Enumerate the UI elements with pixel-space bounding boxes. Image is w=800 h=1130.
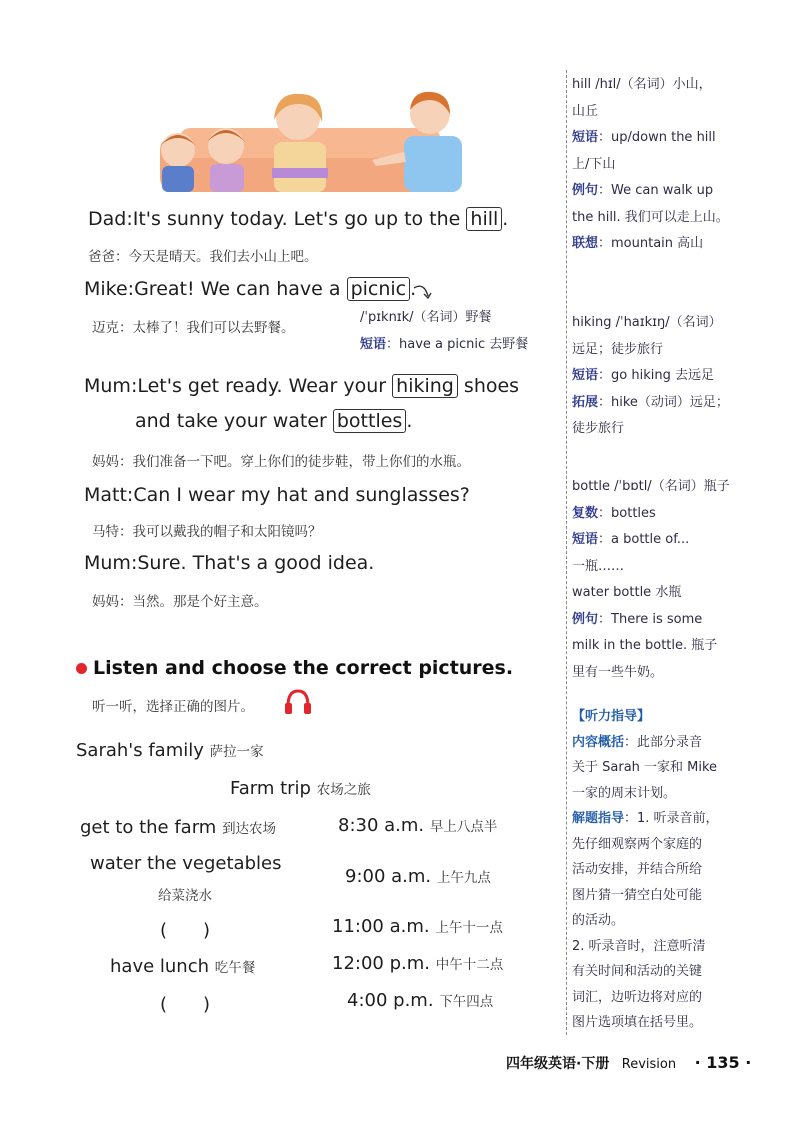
family-illustration <box>150 88 470 198</box>
phrase-text: ：have a picnic 去野餐 <box>386 337 529 352</box>
label: 内容概括 <box>572 734 625 750</box>
time-en: 8:30 a.m. <box>338 815 425 836</box>
text: ：bottles <box>598 505 656 521</box>
row-4-activity <box>110 956 255 977</box>
bottle-phrase <box>572 527 792 554</box>
bottle-compound: water bottle 水瓶 <box>572 585 682 600</box>
mum-translation-2: 妈妈：当然。那是个好主意。 <box>92 594 268 610</box>
family-en: Sarah's family <box>76 740 204 761</box>
bottle-example-3: 里有一些牛奶。 <box>572 664 664 680</box>
page-footer <box>506 1053 751 1073</box>
activity-en: get to the farm <box>80 817 217 838</box>
mike-text: Mike:Great! We can have a <box>84 278 347 300</box>
word-picnic: picnic <box>347 277 411 301</box>
mike-line <box>84 278 416 300</box>
row-2-activity-cn: 给菜浇水 <box>158 888 212 904</box>
row-1-time <box>338 815 497 836</box>
guide-line: 图片选项填在括号里。 <box>572 1015 703 1030</box>
listen-title <box>76 657 513 679</box>
time-cn: 中午十二点 <box>435 957 504 973</box>
time-cn: 上午十一点 <box>435 920 503 936</box>
word-hiking: hiking <box>392 374 458 398</box>
bottle-phrase-cn: 一瓶…… <box>572 558 625 574</box>
bottle-plural <box>572 501 792 528</box>
label: 拓展 <box>572 394 599 410</box>
section-name: Revision <box>621 1057 677 1072</box>
column-divider <box>566 70 567 1035</box>
time-cn: 早上八点半 <box>429 819 498 835</box>
mike-text-end: . <box>410 278 417 300</box>
time-en: 11:00 a.m. <box>332 916 430 937</box>
mum-line-3: Mum:Sure. That's a good idea. <box>84 552 375 574</box>
text: ：There is some <box>598 611 703 627</box>
hill-headword: hill /hɪl/（名词）小山， <box>572 77 712 92</box>
mum-translation: 妈妈：我们准备一下吧。穿上你们的徒步鞋，带上你们的水瓶。 <box>92 454 470 470</box>
hiking-headword: hiking /ˈhaɪkɪŋ/（名词） <box>572 315 722 330</box>
label: 短语 <box>572 368 599 383</box>
text: ：此部分录音 <box>624 734 703 750</box>
label: 例句 <box>572 611 599 627</box>
text: ：hike（动词）远足； <box>598 394 729 410</box>
dad-line <box>88 208 508 230</box>
phrase-key: 短语 <box>360 337 387 352</box>
mum-text-mid: shoes <box>457 375 520 397</box>
label: 短语 <box>572 532 599 547</box>
listen-title-text: Listen and choose the correct pictures. <box>93 657 514 679</box>
hill-example-2: the hill. 我们可以走上山。 <box>572 209 729 225</box>
hiking-extend-2: 徒步旅行 <box>572 421 625 436</box>
row-2-time <box>345 866 491 887</box>
label: 联想 <box>572 236 599 251</box>
family-label <box>76 740 264 761</box>
guide-line <box>572 806 794 832</box>
bottle-headword: bottle /ˈbɒtl/（名词）瓶子 <box>572 479 730 494</box>
mum-line-2 <box>135 410 412 432</box>
answer-blank-2[interactable]: ( ) <box>160 994 211 1015</box>
time-en: 4:00 p.m. <box>347 990 434 1011</box>
hiking-extend <box>572 390 792 417</box>
hill-example <box>572 178 792 205</box>
dad-text: Dad:It's sunny today. Let's go up to the <box>88 208 467 230</box>
guide-line: 有关时间和活动的关键 <box>572 964 703 979</box>
mum-text: Mum:Let's get ready. Wear your <box>84 375 393 397</box>
picnic-phonetic: /ˈpɪknɪk/（名词）野餐 <box>360 310 492 325</box>
family-cn: 萨拉一家 <box>209 744 264 760</box>
picnic-phrase <box>360 333 528 352</box>
hill-assoc <box>572 231 792 258</box>
guide-line: 活动安排，并结合所给 <box>572 862 703 877</box>
text: ：up/down the hill <box>598 130 716 145</box>
hill-phrase-cn: 上/下山 <box>572 156 616 172</box>
headphones-icon[interactable] <box>283 688 313 716</box>
row-5-time <box>347 990 493 1011</box>
mum-text-2: and take your water <box>135 410 333 432</box>
trip-label <box>230 778 371 799</box>
dad-text-end: . <box>502 208 509 230</box>
bottle-example-2: milk in the bottle. 瓶子 <box>572 638 718 653</box>
word-hill: hill <box>466 207 502 231</box>
text: ：go hiking 去远足 <box>598 368 714 383</box>
matt-line: Matt:Can I wear my hat and sunglasses? <box>84 484 470 506</box>
trip-cn: 农场之旅 <box>316 782 371 798</box>
label: 短语 <box>572 130 599 145</box>
time-cn: 下午四点 <box>439 994 494 1010</box>
listening-guide <box>572 704 794 1036</box>
bottle-entry <box>572 474 792 686</box>
row-3-time <box>332 916 503 937</box>
guide-line: 2. 听录音时，注意听清 <box>572 938 706 954</box>
guide-line: 先仔细观察两个家庭的 <box>572 836 703 852</box>
sidebar-notes <box>572 72 792 258</box>
row-4-time <box>332 953 503 974</box>
guide-line: 关于 Sarah 一家和 Mike <box>572 760 718 775</box>
guide-line: 图片猜一猜空白处可能 <box>572 887 703 903</box>
guide-line: 的活动。 <box>572 913 625 928</box>
text: ：a bottle of... <box>598 532 690 547</box>
mum-line-1 <box>84 375 519 397</box>
label: 解题指导 <box>572 811 625 826</box>
hiking-phrase <box>572 363 792 390</box>
guide-line <box>572 730 794 756</box>
guide-title: 【听力指导】 <box>572 709 651 724</box>
guide-line: 词汇，边听边将对应的 <box>572 989 703 1005</box>
mike-translation: 迈克：太棒了！我们可以去野餐。 <box>92 320 295 336</box>
row-1-activity <box>80 817 276 838</box>
text: ：1. 听录音前， <box>624 811 719 826</box>
activity-cn: 到达农场 <box>222 821 277 837</box>
activity-cn: 吃午餐 <box>214 960 256 976</box>
label: 复数 <box>572 505 599 521</box>
book-title: 四年级英语·下册 <box>506 1056 610 1072</box>
text: ：mountain 高山 <box>598 236 704 251</box>
text: ：We can walk up <box>598 183 714 198</box>
hiking-entry <box>572 310 792 443</box>
bottle-example <box>572 607 792 634</box>
trip-en: Farm trip <box>230 778 311 799</box>
hill-entry <box>572 72 792 258</box>
answer-blank-1[interactable]: ( ) <box>160 920 211 941</box>
row-2-activity: water the vegetables <box>90 853 282 874</box>
label: 例句 <box>572 183 599 198</box>
bullet-dot-icon <box>76 663 87 674</box>
matt-translation: 马特：我可以戴我的帽子和太阳镜吗？ <box>92 524 322 540</box>
curved-arrow-icon <box>412 284 436 304</box>
hill-meaning: 山丘 <box>572 103 599 119</box>
listen-subtitle: 听一听，选择正确的图片。 <box>92 699 254 715</box>
time-cn: 上午九点 <box>436 870 491 886</box>
hill-phrase <box>572 125 792 152</box>
hiking-meaning: 远足；徒步旅行 <box>572 341 664 357</box>
time-en: 12:00 p.m. <box>332 953 430 974</box>
page-number: · 135 · <box>694 1053 752 1072</box>
dad-translation: 爸爸：今天是晴天。我们去小山上吧。 <box>88 249 318 265</box>
word-bottles: bottles <box>333 409 406 433</box>
guide-line: 一家的周末计划。 <box>572 785 677 801</box>
mum-text-end: . <box>406 410 413 432</box>
activity-en: have lunch <box>110 956 210 977</box>
time-en: 9:00 a.m. <box>345 866 432 887</box>
